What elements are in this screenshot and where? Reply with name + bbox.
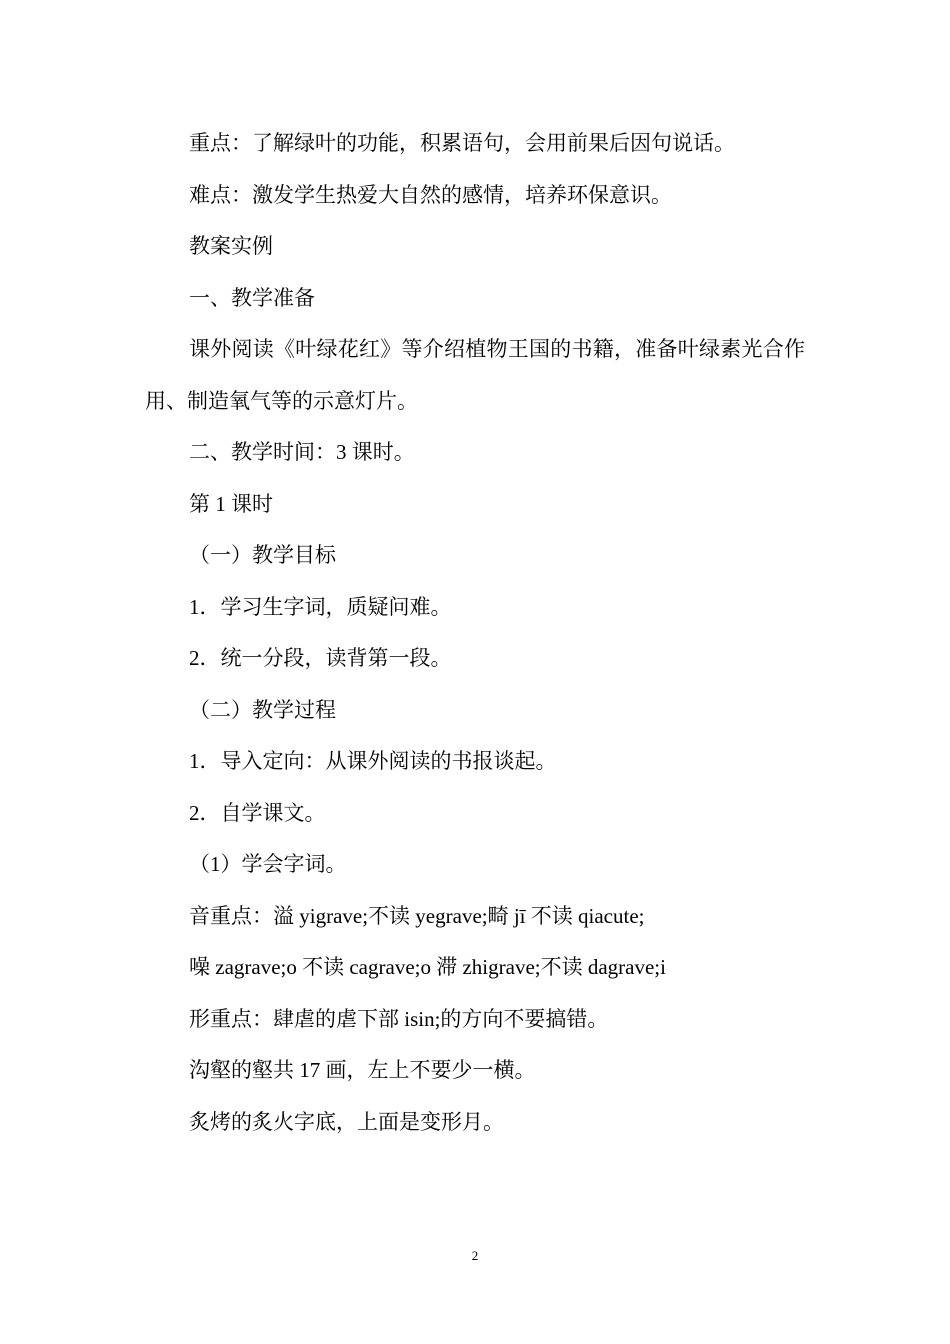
paragraph-form-3: 炙烤的炙火字底，上面是变形月。: [189, 1109, 504, 1134]
paragraph-key-points: 重点：了解绿叶的功能，积累语句，会用前果后因句说话。: [189, 131, 735, 155]
paragraph-pronunciation-1: 音重点：溢 yigrave;不读 yegrave;畸 jī 不读 qiacute;: [189, 903, 645, 928]
heading-teaching-time: 二、教学时间：3 课时。: [189, 440, 415, 464]
paragraph-form-2: 沟壑的壑共 17 画，左上不要少一横。: [189, 1058, 536, 1082]
paragraph-difficulties: 难点：激发学生热爱大自然的感情，培养环保意识。: [189, 182, 672, 207]
list-item: （1）学会字词。: [189, 852, 347, 876]
heading-preparation: 一、教学准备: [189, 285, 315, 310]
list-item: 2．统一分段，读背第一段。: [189, 646, 452, 670]
page-number: 2: [471, 1248, 479, 1263]
list-item: 1．学习生字词，质疑问难。: [189, 594, 452, 619]
document-body: [145, 118, 805, 1148]
heading-teaching-goals: （一）教学目标: [189, 543, 336, 567]
heading-lesson-1: 第 1 课时: [189, 491, 273, 516]
paragraph-preparation: 课外阅读《叶绿花红》等介绍植物王国的书籍，准备叶绿素光合作用、制造氧气等的示意灯片。: [145, 337, 805, 413]
heading-teaching-process: （二）教学过程: [189, 697, 336, 722]
list-item: 1．导入定向：从课外阅读的书报谈起。: [189, 749, 557, 773]
paragraph-pronunciation-2: 噪 zagrave;o 不读 cagrave;o 滞 zhigrave;不读 dagrave;i: [189, 955, 666, 979]
paragraph-form-1: 形重点：肆虐的虐下部 isin;的方向不要搞错。: [189, 1006, 609, 1031]
list-item: 2．自学课文。: [189, 800, 326, 825]
heading-lesson-example: 教案实例: [189, 234, 273, 258]
